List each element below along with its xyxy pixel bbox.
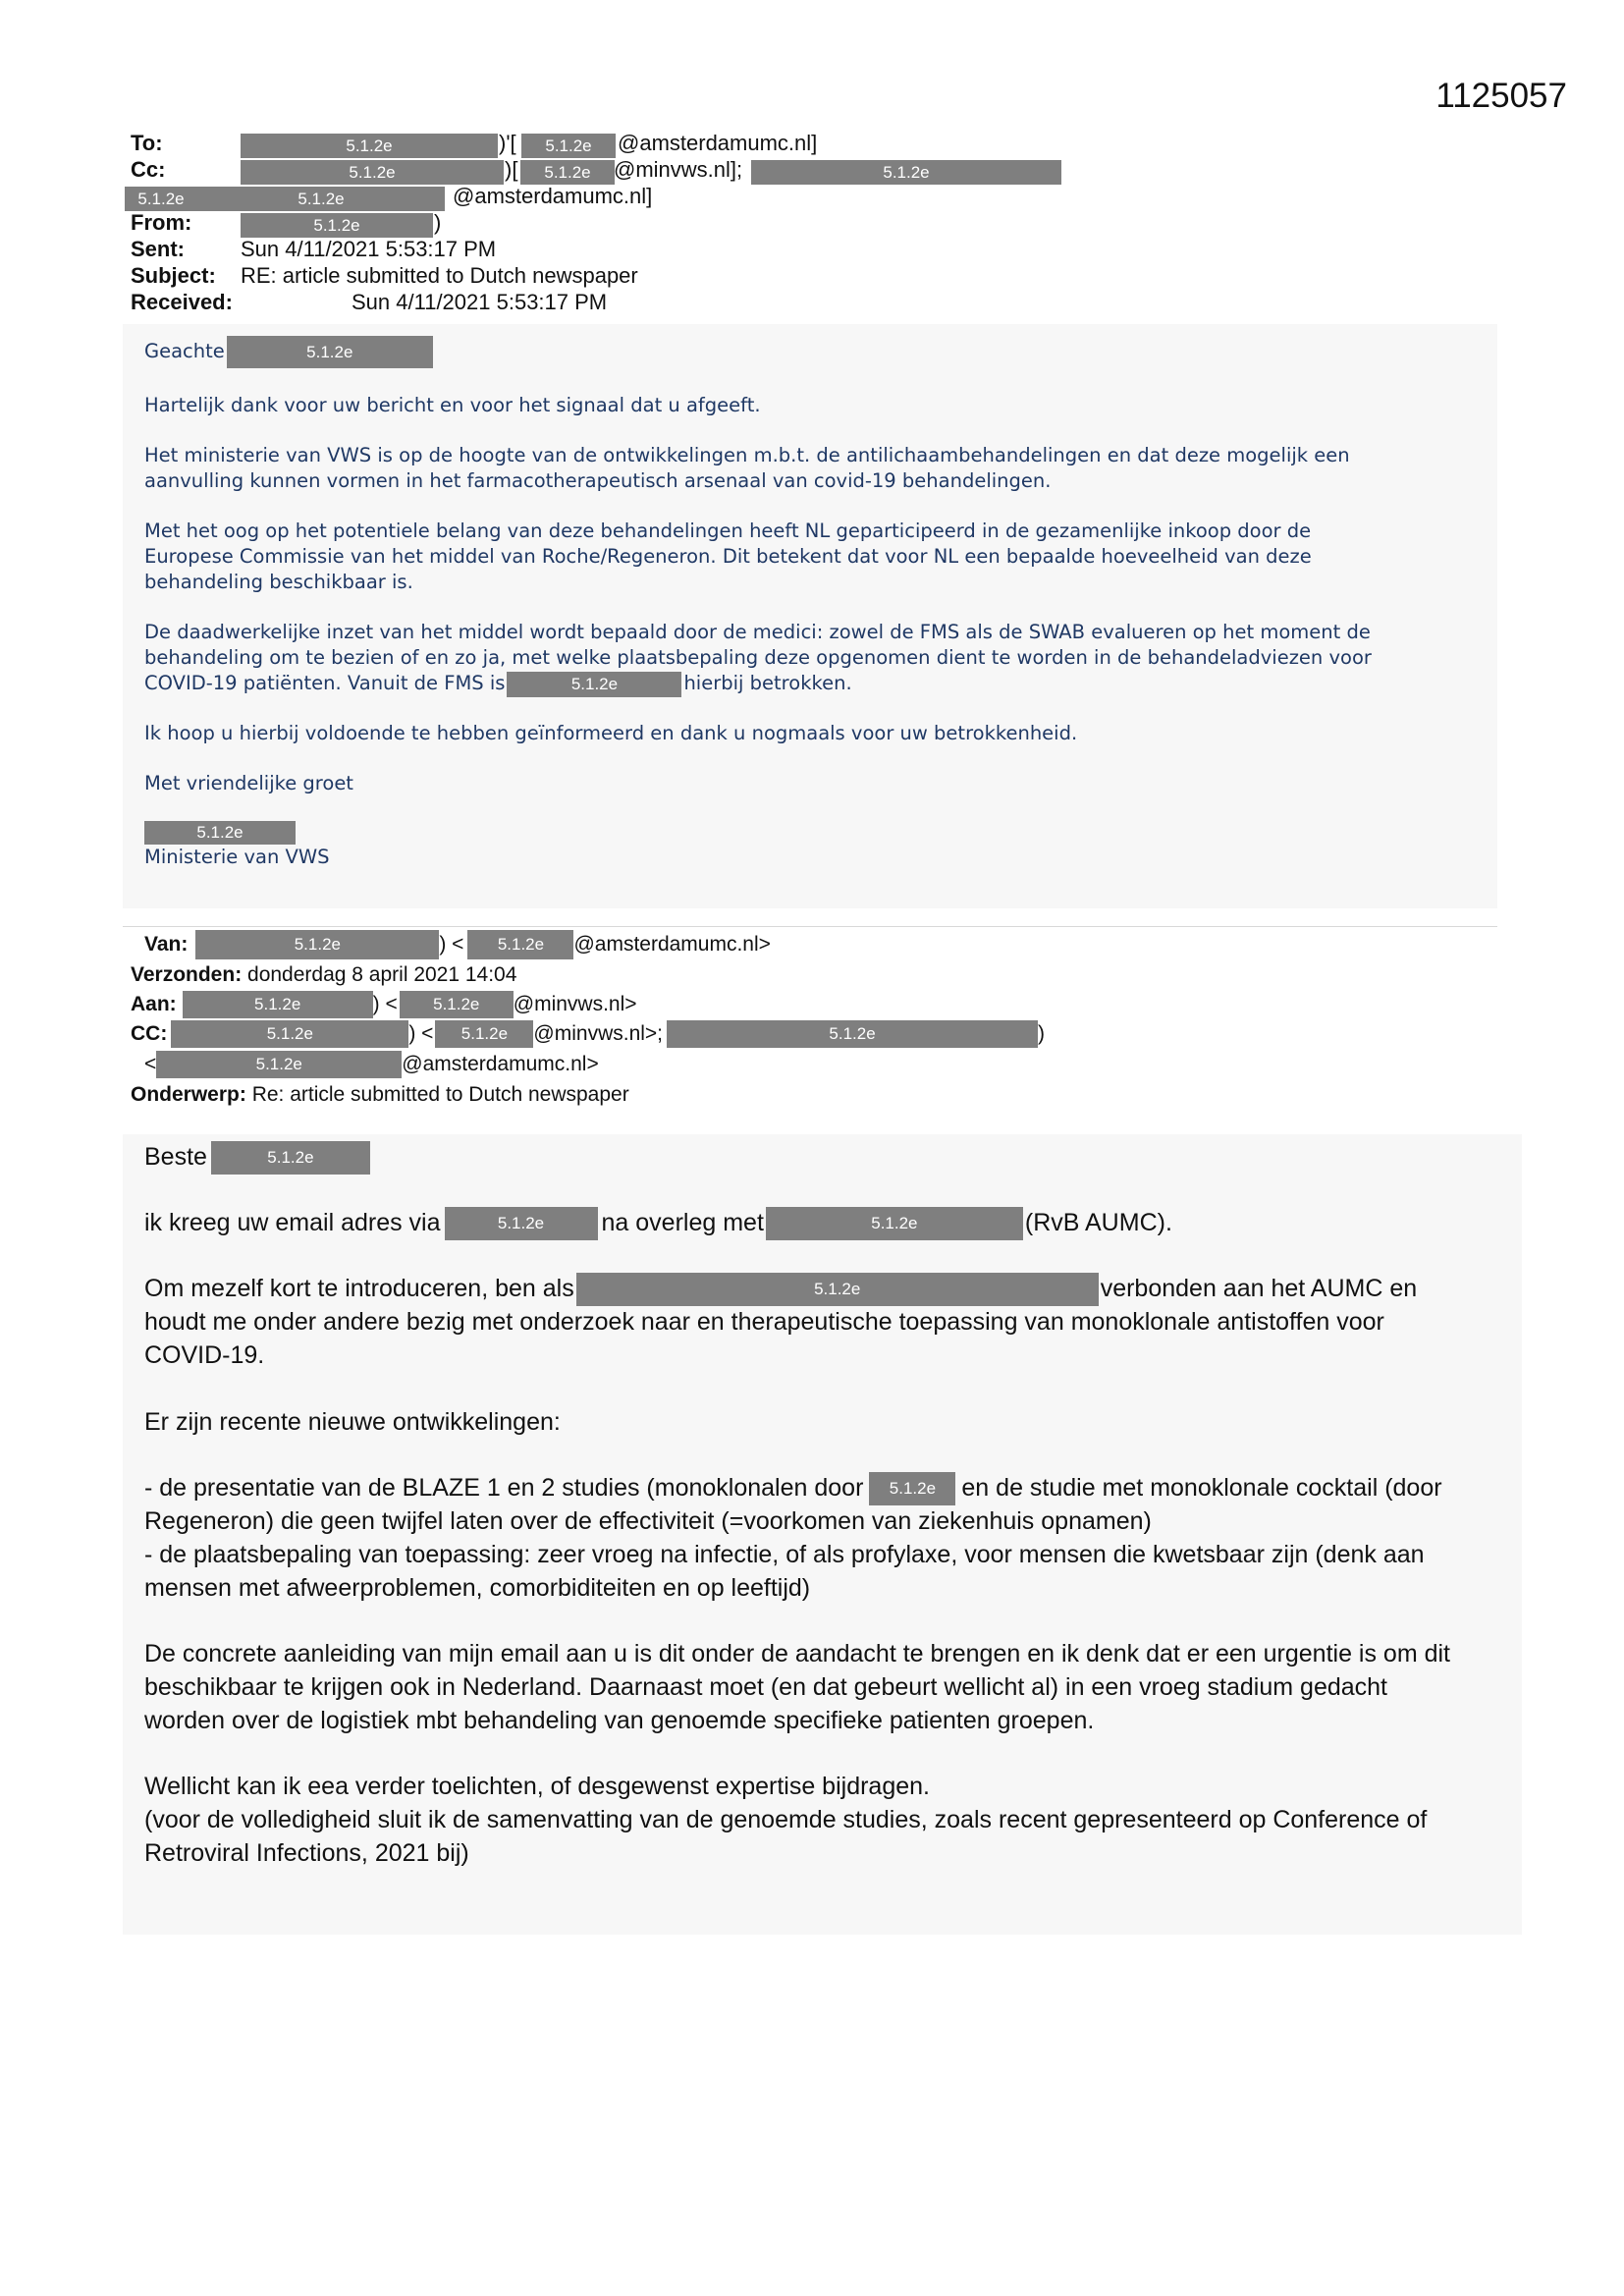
orig-line: De concrete aanleiding van mijn email aan u is dit onder de aandacht te brengen en ik denk dat er een urgentie is om dit (144, 1640, 1451, 1667)
orig-line: ik kreeg uw email adres via 5.1.2e na overleg met 5.1.2e (RvB AUMC). (144, 1206, 1172, 1240)
cc-label: Cc: (131, 157, 166, 182)
reply-signature (144, 819, 296, 845)
orig-line: Regeneron) die geen twijfel laten over de effectiviteit (=voorkomen van ziekenhuis opnamen) (144, 1507, 1152, 1535)
subject-row (131, 262, 1112, 289)
redaction: 5.1.2e (667, 1020, 1038, 1048)
sent-row (131, 236, 1112, 262)
redaction: 5.1.2e (467, 930, 573, 959)
reply-paragraph: Ik hoop u hierbij voldoende te hebben geïnformeerd en dank u nogmaals voor uw betrokkenheid. (144, 722, 1078, 744)
redaction: 5.1.2e (869, 1472, 955, 1505)
orig-line: (voor de volledigheid sluit ik de samenvatting van de genoemde studies, zoals recent gepresenteerd op Conference of (144, 1806, 1428, 1833)
orig-salutation: Beste 5.1.2e (144, 1140, 370, 1175)
reply-paragraph: behandeling beschikbaar is. (144, 571, 413, 593)
orig-line: Retroviral Infections, 2021 bij) (144, 1839, 469, 1867)
cc-row-2 (131, 183, 1112, 209)
sent-label: Sent: (131, 237, 185, 261)
redaction: 5.1.2e (197, 187, 445, 211)
reply-org: Ministerie van VWS (144, 846, 330, 868)
redaction: 5.1.2e (435, 1020, 533, 1048)
orig-line: beschikbaar te krijgen ook in Nederland. Daarnaast moet (en dat gebeurt wellicht al) in een vroeg stadium gedacht (144, 1673, 1388, 1701)
redaction: 5.1.2e (183, 991, 373, 1018)
reply-body (123, 324, 1497, 908)
reply-paragraph: COVID-19 patiënten. Vanuit de FMS is 5.1.2e hierbij betrokken. (144, 671, 852, 697)
original-message-body (123, 1134, 1522, 1935)
cc-separator: )[ (505, 157, 518, 182)
redaction: 5.1.2e (751, 160, 1061, 185)
reply-paragraph: Hartelijk dank voor uw bericht en voor het signaal dat u afgeeft. (144, 394, 761, 416)
aan-row: Aan: 5.1.2e ) < 5.1.2e @minvws.nl> (131, 990, 637, 1019)
cc-row-fwd: CC: 5.1.2e ) < 5.1.2e @minvws.nl>; 5.1.2e ) (131, 1019, 1045, 1049)
to-domain: @amsterdamumc.nl] (618, 131, 818, 155)
van-row: Van: 5.1.2e ) < 5.1.2e @amsterdamumc.nl> (144, 930, 771, 959)
onderwerp-row: Onderwerp: Re: article submitted to Dutch newspaper (131, 1083, 629, 1106)
cc-row (131, 156, 1112, 183)
email-header (131, 130, 1112, 315)
orig-line: Wellicht kan ik eea verder toelichten, of desgewenst expertise bijdragen. (144, 1773, 930, 1800)
reply-paragraph: Het ministerie van VWS is op de hoogte van de ontwikkelingen m.b.t. de antilichaambehandelingen en dat deze mogelijk een (144, 444, 1350, 466)
to-separator: )'[ (499, 131, 516, 155)
orig-line: mensen met afweerproblemen, comorbiditeiten en op leeftijd) (144, 1574, 811, 1602)
redaction: 5.1.2e (521, 134, 616, 158)
from-row (131, 209, 1112, 236)
reply-salutation: Geachte 5.1.2e (144, 336, 433, 368)
reply-closing: Met vriendelijke groet (144, 772, 353, 794)
redaction: 5.1.2e (400, 991, 514, 1018)
reply-paragraph: Met het oog op het potentiele belang van deze behandelingen heeft NL geparticipeerd in de gezamenlijke inkoop door de (144, 519, 1312, 542)
from-close: ) (434, 210, 442, 235)
document-number: 1125057 (1435, 77, 1567, 115)
reply-paragraph: aanvulling kunnen vormen in het farmacotherapeutisch arsenaal van covid-19 behandelingen. (144, 469, 1052, 492)
reply-paragraph: Europese Commissie van het middel van Roche/Regeneron. Dit betekent dat voor NL een bepaalde hoeveelheid van deze (144, 545, 1312, 568)
orig-line: - de plaatsbepaling van toepassing: zeer vroeg na infectie, of als profylaxe, voor mensen die kwetsbaar zijn (denk aan (144, 1541, 1425, 1568)
to-label: To: (131, 131, 163, 155)
received-row (131, 289, 1112, 315)
redaction: 5.1.2e (766, 1207, 1023, 1240)
redaction: 5.1.2e (241, 213, 433, 238)
reply-paragraph: De daadwerkelijke inzet van het middel wordt bepaald door de medici: zowel de FMS als de SWAB evalueren op het moment de (144, 621, 1371, 643)
divider (123, 926, 1497, 927)
redaction: 5.1.2e (520, 160, 615, 185)
orig-line: Om mezelf kort te introduceren, ben als 5.1.2e verbonden aan het AUMC en (144, 1272, 1417, 1306)
received-value: Sun 4/11/2021 5:53:17 PM (352, 290, 608, 314)
redaction: 5.1.2e (445, 1207, 598, 1240)
redaction: 5.1.2e (576, 1273, 1099, 1306)
orig-line: - de presentatie van de BLAZE 1 en 2 studies (monoklonalen door 5.1.2e en de studie met monoklonale cocktail (door (144, 1471, 1442, 1505)
verzonden-row: Verzonden: donderdag 8 april 2021 14:04 (131, 963, 517, 986)
cc-domain: @minvws.nl]; (614, 157, 743, 182)
from-label: From: (131, 210, 192, 235)
sent-value: Sun 4/11/2021 5:53:17 PM (241, 237, 497, 261)
redaction: 5.1.2e (195, 930, 439, 959)
redaction: 5.1.2e (125, 187, 197, 211)
redaction: 5.1.2e (507, 672, 681, 697)
cc2-domain: @amsterdamumc.nl] (453, 184, 653, 208)
cc2-row-fwd: < 5.1.2e @amsterdamumc.nl> (144, 1050, 599, 1079)
orig-line: worden over de logistiek mbt behandeling van genoemde specifieke patienten groepen. (144, 1707, 1095, 1734)
redaction: 5.1.2e (227, 336, 433, 368)
redaction: 5.1.2e (144, 821, 296, 845)
orig-line: Er zijn recente nieuwe ontwikkelingen: (144, 1408, 561, 1436)
subject-value: RE: article submitted to Dutch newspaper (241, 263, 638, 288)
orig-line: houdt me onder andere bezig met onderzoek naar en therapeutische toepassing van monoklonale antistoffen voor (144, 1308, 1384, 1336)
redaction: 5.1.2e (171, 1020, 408, 1048)
reply-paragraph: behandeling om te bezien of en zo ja, met welke plaatsbepaling deze opgenomen dient te worden in de behandeladviezen voor (144, 646, 1372, 669)
to-row (131, 130, 1112, 156)
subject-label: Subject: (131, 263, 216, 288)
received-label: Received: (131, 290, 233, 314)
redaction: 5.1.2e (211, 1141, 370, 1175)
redaction: 5.1.2e (241, 134, 498, 158)
orig-line: COVID-19. (144, 1341, 265, 1369)
redaction: 5.1.2e (156, 1051, 402, 1078)
redaction: 5.1.2e (241, 160, 504, 185)
